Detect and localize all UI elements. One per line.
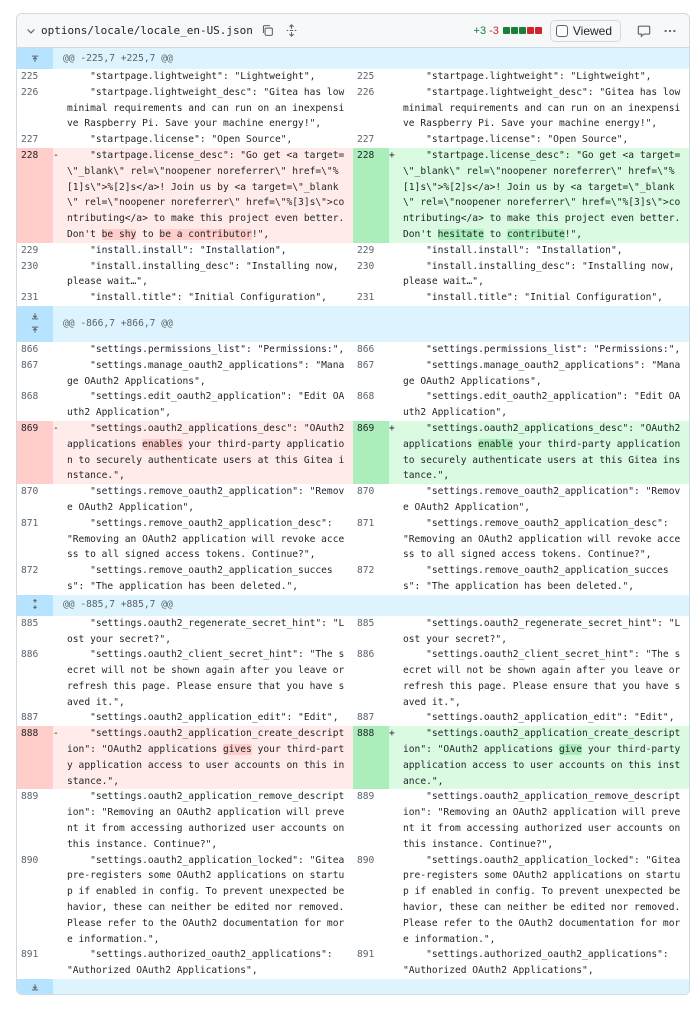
changed-word: enables [142,438,183,450]
diff-side [17,710,353,726]
code-text: !", [251,228,270,240]
diff-marker [389,342,403,358]
code-line: "settings.authorized_oauth2_applications": "Authorized OAuth2 Applications", [403,949,675,977]
changed-row [17,148,689,243]
code-line: "install.install": "Installation", [403,244,623,256]
expand-up-icon[interactable] [30,324,40,336]
diff-marker [53,69,67,85]
diff-side [353,132,689,148]
line-number[interactable]: 872 [357,565,375,577]
diff-side [353,389,689,421]
diff-side [17,484,353,516]
diff-side [17,290,353,306]
code-line [403,421,689,484]
code-line: "settings.oauth2_application_remove_description": "Removing an OAuth2 application will prevent it from accessing authorized user accounts on this instance. Continue?", [403,791,687,850]
diff-side [353,647,689,710]
diff-marker [53,290,67,306]
code-line: "startpage.lightweight": "Lightweight", [403,71,652,82]
line-number[interactable]: 230 [357,260,375,272]
line-number[interactable]: 226 [21,86,39,98]
diff-marker: + [389,726,403,789]
diff-marker [389,290,403,306]
code-text: "startpage.license_desc": "Go get <a target=\"_blank\" rel=\"noopener noreferrer\" href=\"%[1]s\">%[2]s</a>! Join us by <a target=\"_blank\" rel=\"noopener noreferrer\" href=\"%[3]s\">contributing</a> to make this project even better. Don't [403,149,687,240]
line-number[interactable]: 229 [357,244,375,256]
code-line: "settings.oauth2_regenerate_secret_hint": "Lost your secret?", [403,617,681,645]
context-row [17,358,689,390]
expand-hunk-button[interactable] [17,48,53,69]
diff-side [17,563,353,595]
line-number[interactable]: 871 [357,517,375,529]
changed-row [17,726,689,789]
line-number[interactable]: 228 [17,148,53,243]
line-number[interactable]: 231 [357,292,375,304]
line-number[interactable]: 887 [357,712,375,724]
line-number[interactable]: 231 [21,292,39,304]
code-line: "settings.remove_oauth2_application": "Remove OAuth2 Application", [67,486,345,513]
code-line: "settings.oauth2_regenerate_secret_hint": "Lost your secret?", [67,617,345,645]
diff-marker: - [53,148,67,243]
line-number[interactable]: 229 [21,244,39,256]
diff-marker [53,516,67,563]
diff-side [353,853,689,948]
changed-word: be shy [101,228,137,240]
code-text: "settings.oauth2_application_create_description": "OAuth2 applications [403,728,681,756]
expand-icon[interactable] [30,599,40,611]
code-line: "settings.remove_oauth2_application_desc": "Removing an OAuth2 application will revoke access to all signed access tokens. Continue?", [67,517,345,561]
code-line [67,148,353,243]
expand-down-icon[interactable] [30,312,40,324]
code-line: "install.install": "Installation", [67,244,287,256]
expand-down-icon[interactable] [30,983,40,995]
code-line [403,726,689,789]
diff-marker [389,243,403,259]
diff-marker [389,69,403,85]
diff-side [17,85,353,132]
diff-marker [53,563,67,595]
diff-side [17,421,353,484]
diff-marker: + [389,148,403,243]
code-line [403,148,689,243]
diff-side [353,484,689,516]
line-number[interactable]: 869 [17,421,53,484]
line-number[interactable]: 888 [17,726,53,789]
hunk-header [17,306,689,342]
line-number[interactable]: 890 [357,854,375,866]
code-line: "settings.permissions_list": "Permissions:", [403,343,681,355]
diff-marker [389,853,403,948]
hunk-header [17,48,689,69]
expand-hunk-button[interactable] [17,979,53,995]
diffstat-block [527,27,534,34]
code-line: "startpage.lightweight": "Lightweight", [67,71,316,82]
diff-side [17,132,353,148]
diff-marker [53,710,67,726]
line-number[interactable]: 226 [357,86,375,98]
line-number[interactable]: 872 [21,565,39,577]
diffstat-block [503,27,510,34]
diff-side [17,947,353,979]
code-line: "settings.remove_oauth2_application_success": "The application has been deleted.", [403,565,669,592]
changed-word: give [558,744,583,756]
changed-word: be a contributor [159,228,252,240]
line-number[interactable]: 228 [353,148,389,243]
code-line: "settings.remove_oauth2_application_desc": "Removing an OAuth2 application will revoke access to all signed access tokens. Continue?", [403,517,681,561]
changed-row [17,421,689,484]
diff-marker: + [389,421,403,484]
checkbox-icon [556,25,568,37]
context-row [17,389,689,421]
code-line: "settings.edit_oauth2_application": "Edit OAuth2 Application", [67,391,345,419]
code-line: "install.title": "Initial Configuration", [67,292,327,304]
code-line: "settings.manage_oauth2_applications": "Manage OAuth2 Applications", [67,359,345,387]
context-row [17,616,689,648]
context-row [17,69,689,85]
diff-marker [389,710,403,726]
diff-side [353,358,689,390]
diff-side [17,726,353,789]
expand-hunk-button[interactable] [17,595,53,616]
deletions-count: -3 [489,24,499,37]
line-number[interactable]: 889 [357,791,375,803]
diff-marker [53,358,67,390]
diff-marker [389,616,403,648]
code-text: your third-party application access to user accounts on this instance.", [403,744,687,787]
context-row [17,947,689,979]
diff-marker [389,85,403,132]
diff-marker [389,132,403,148]
expand-hunk-button[interactable] [17,306,53,342]
code-line: "settings.oauth2_application_edit": "Edit", [403,712,675,724]
diffstat-block [535,27,542,34]
diff-side [17,853,353,948]
context-row [17,516,689,563]
code-text: to [136,228,160,240]
file-header [17,14,689,48]
context-row [17,484,689,516]
code-line: "install.title": "Initial Configuration", [403,292,663,304]
diff-side [17,342,353,358]
changed-word: contribute [506,228,565,240]
diff-side [17,259,353,291]
diff-side [353,148,689,243]
hunk-range: @@ -866,7 +866,7 @@ [63,318,173,330]
diff-marker: - [53,421,67,484]
diff-side [353,710,689,726]
diff-marker [53,789,67,852]
line-number[interactable]: 868 [21,391,39,403]
diff-marker: - [53,726,67,789]
line-number[interactable]: 227 [357,134,375,146]
kebab-horizontal-icon[interactable] [659,20,681,42]
code-text: "settings.oauth2_application_create_description": "OAuth2 applications [67,728,345,756]
line-number[interactable]: 891 [357,949,375,961]
context-row [17,789,689,852]
split-diff-table [17,48,689,995]
context-row [17,853,689,948]
diff-marker [53,243,67,259]
hunk-header [17,595,689,616]
diff-marker [389,358,403,390]
diff-side [17,69,353,85]
diff-marker [389,484,403,516]
code-line: "startpage.lightweight_desc": "Gitea has low minimal requirements and can run on an inexpensive Raspberry Pi. Save your machine energy!", [67,86,351,130]
line-number[interactable]: 870 [357,486,375,498]
line-number[interactable]: 225 [21,71,39,82]
hunk-range: @@ -225,7 +225,7 @@ [63,52,173,64]
diff-side [353,290,689,306]
code-text: your third-party application access to user accounts on this instance.", [67,744,345,787]
line-number[interactable]: 885 [357,617,375,629]
viewed-label: Viewed [572,23,612,38]
code-line: "settings.permissions_list": "Permissions:", [67,343,345,355]
code-line: "startpage.lightweight_desc": "Gitea has low minimal requirements and can run on an inexpensive Raspberry Pi. Save your machine energy!", [403,86,687,130]
code-text: !", [564,228,583,240]
changed-word: gives [222,744,252,756]
context-row [17,259,689,291]
line-number[interactable]: 888 [353,726,389,789]
diffstat-block [511,27,518,34]
code-line: "install.installing_desc": "Installing now, please wait…", [67,260,345,288]
line-number[interactable]: 885 [21,617,39,629]
code-line: "settings.edit_oauth2_application": "Edit OAuth2 Application", [403,391,681,419]
diff-marker [389,647,403,710]
diff-marker [389,947,403,979]
diff-side [17,647,353,710]
comment-icon[interactable] [633,20,655,42]
diff-side [17,789,353,852]
context-row [17,243,689,259]
diff-marker [389,516,403,563]
hunk-footer [17,979,689,995]
diff-side [353,342,689,358]
context-row [17,710,689,726]
unfold-icon[interactable] [283,22,301,40]
file-path[interactable]: options/locale/locale_en-US.json [41,24,253,37]
code-line: "startpage.license": "Open Source", [67,134,293,146]
code-line: "settings.remove_oauth2_application": "Remove OAuth2 Application", [403,486,681,513]
diff-side [17,516,353,563]
code-line: "startpage.license": "Open Source", [403,134,629,146]
diff-marker [53,616,67,648]
code-line: "settings.oauth2_client_secret_hint": "The secret will not be shown again after you leave or refresh this page. Please ensure that you have saved it.", [67,649,351,708]
diff-side [353,69,689,85]
diffstat-block [519,27,526,34]
diff-marker [53,484,67,516]
line-number[interactable]: 887 [21,712,39,724]
line-number[interactable]: 225 [357,71,375,82]
viewed-checkbox[interactable] [550,20,621,42]
context-row [17,132,689,148]
code-text: "settings.oauth2_applications_desc": "OAuth2 applications [403,422,687,450]
line-number[interactable]: 867 [357,359,375,371]
context-row [17,342,689,358]
diff-marker [53,342,67,358]
hunk-range: @@ -885,7 +885,7 @@ [63,599,173,611]
diff-side [17,389,353,421]
context-row [17,85,689,132]
line-number[interactable]: 866 [357,343,375,355]
diffstat-blocks [503,27,542,34]
line-number[interactable]: 889 [21,791,39,803]
diff-side [353,616,689,648]
code-line: "settings.oauth2_application_locked": "Gitea pre-registers some OAuth2 applications on startup if enabled in config. To prevent unexpected behavior, these can neither be edited nor removed. Please refer to the OAuth2 documentation for more information.", [403,854,687,945]
diff-side [17,358,353,390]
diff-marker [389,563,403,595]
line-number[interactable]: 869 [353,421,389,484]
line-number[interactable]: 867 [21,359,39,371]
diff-side [353,563,689,595]
line-number[interactable]: 886 [357,649,375,661]
diff-side [353,85,689,132]
context-row [17,563,689,595]
code-text: your third-party application to securely authenticate users at this Gitea instance.", [403,438,687,482]
diff-marker [53,853,67,948]
code-text: "settings.oauth2_applications_desc": "OAuth2 applications [67,422,351,450]
changed-word: hesitate [437,228,484,240]
diff-side [353,516,689,563]
diff-marker [53,259,67,291]
code-line: "settings.oauth2_application_locked": "Gitea pre-registers some OAuth2 applications on startup if enabled in config. To prevent unexpected behavior, these can neither be edited nor removed. Please refer to the OAuth2 documentation for more information.", [67,854,351,945]
line-number[interactable]: 871 [21,517,39,529]
diff-side [353,421,689,484]
copy-icon[interactable] [259,22,277,40]
line-number[interactable]: 886 [21,649,39,661]
line-number[interactable]: 891 [21,949,39,961]
line-number[interactable]: 227 [21,134,39,146]
diff-side [353,726,689,789]
chevron-down-icon[interactable] [23,23,39,39]
line-number[interactable]: 868 [357,391,375,403]
code-text: your third-party application to securely authenticate users at this Gitea instance.", [67,438,345,482]
changed-word: enable [478,438,513,450]
line-number[interactable]: 870 [21,486,39,498]
code-line: "settings.remove_oauth2_application_success": "The application has been deleted.", [67,565,333,592]
context-row [17,647,689,710]
code-line: "settings.oauth2_application_edit": "Edit", [67,712,339,724]
code-line: "settings.oauth2_application_remove_description": "Removing an OAuth2 application will prevent it from accessing authorized user accounts on this instance. Continue?", [67,791,351,850]
diff-marker [53,389,67,421]
diff-side [353,789,689,852]
code-text: to [483,228,507,240]
diff-marker [53,647,67,710]
diff-marker [389,259,403,291]
diff-marker [53,947,67,979]
diff-marker [389,389,403,421]
diff-marker [53,132,67,148]
expand-up-icon[interactable] [30,53,40,65]
code-text: "startpage.license_desc": "Go get <a target=\"_blank\" rel=\"noopener noreferrer\" href=\"%[1]s\">%[2]s</a>! Join us by <a target=\"_blank\" rel=\"noopener noreferrer\" href=\"%[3]s\">contributing</a> to make this project even better. Don't [67,149,351,240]
line-number[interactable]: 890 [21,854,39,866]
code-line [67,421,353,484]
line-number[interactable]: 866 [21,343,39,355]
code-line [67,726,353,789]
diff-side [17,148,353,243]
code-line: "settings.oauth2_client_secret_hint": "The secret will not be shown again after you leave or refresh this page. Please ensure that you have saved it.", [403,649,687,708]
diff-marker [389,789,403,852]
diff-marker [53,85,67,132]
diff-file [16,13,690,995]
diff-side [17,243,353,259]
diff-side [17,616,353,648]
code-line: "settings.manage_oauth2_applications": "Manage OAuth2 Applications", [403,359,681,387]
diff-side [353,243,689,259]
code-line: "settings.authorized_oauth2_applications": "Authorized OAuth2 Applications", [67,949,339,977]
diff-side [353,259,689,291]
line-number[interactable]: 230 [21,260,39,272]
code-line: "install.installing_desc": "Installing now, please wait…", [403,260,681,288]
diff-side [353,947,689,979]
additions-count: +3 [473,24,487,37]
context-row [17,290,689,306]
